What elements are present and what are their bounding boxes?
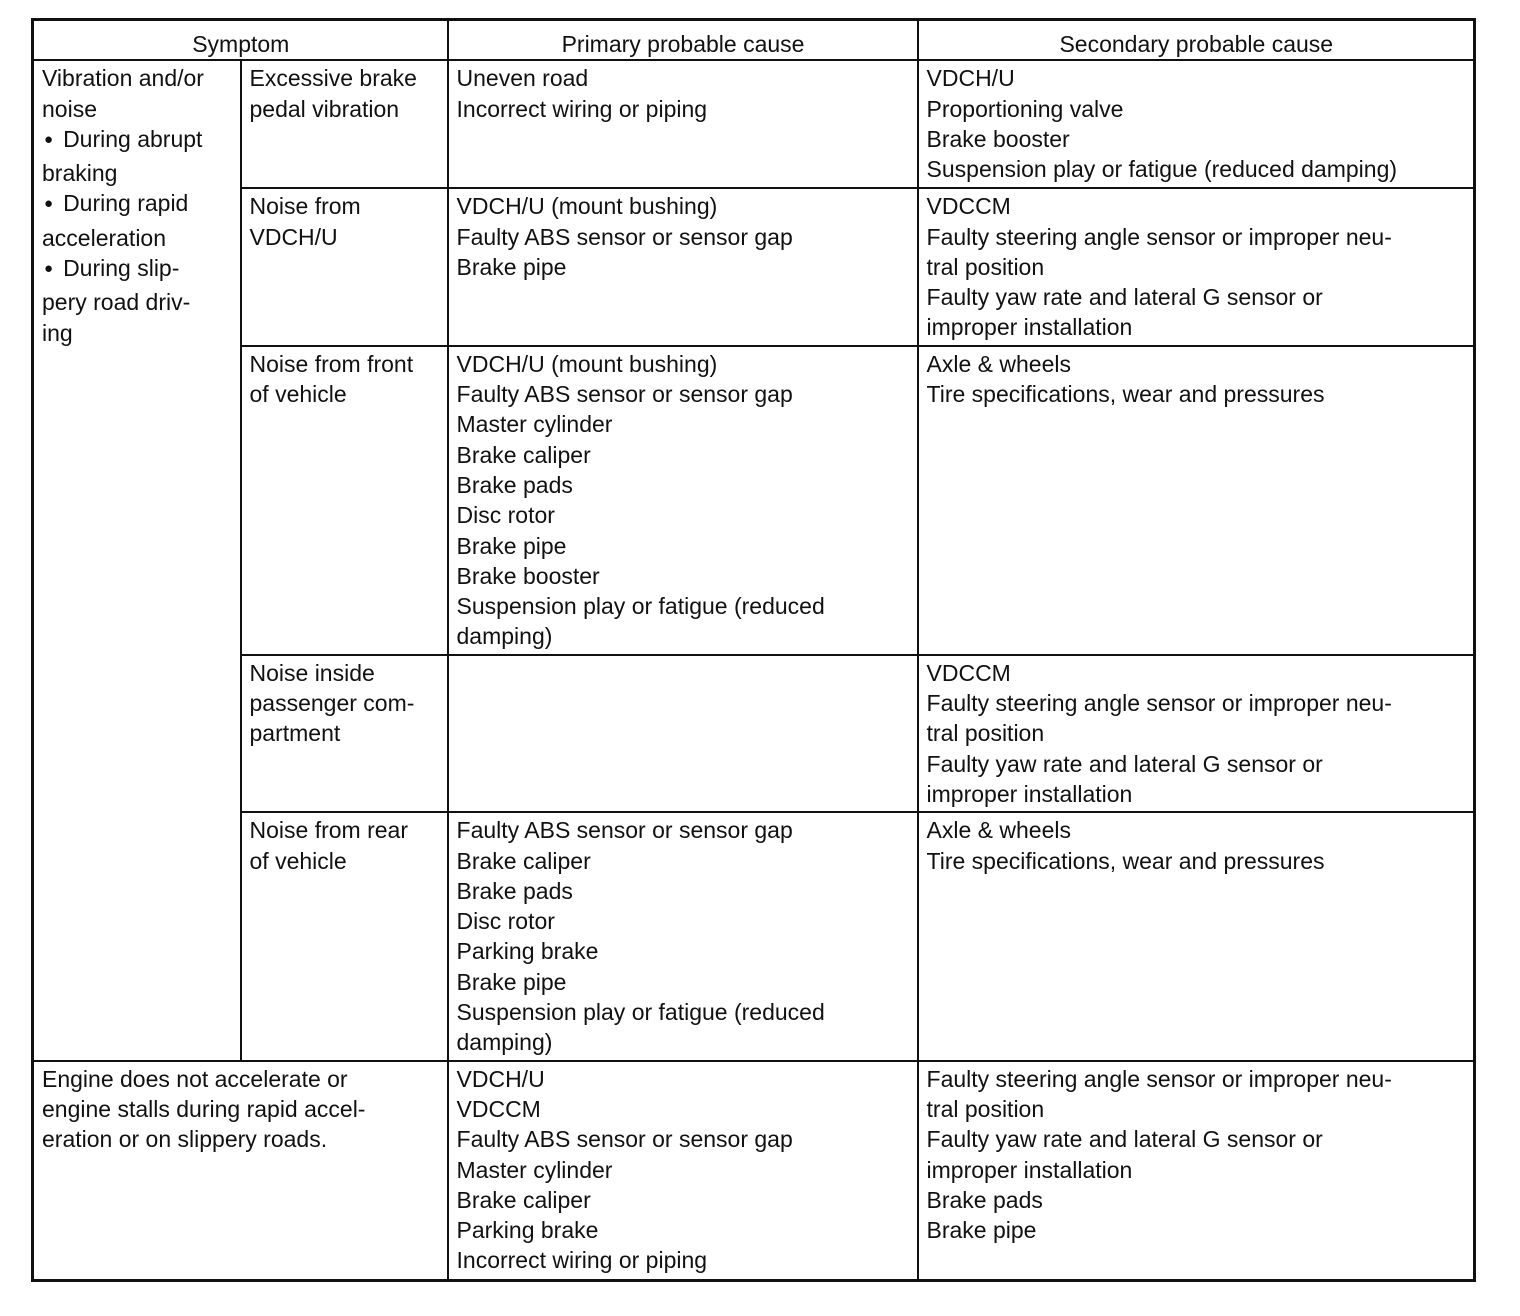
symptom-group-line: noise — [42, 95, 97, 122]
symptom-group-line: ing — [42, 319, 73, 346]
cell-line: Faulty yaw rate and lateral G sensor or — [926, 750, 1323, 777]
cell-line: VDCH/U (mount bushing) — [456, 350, 718, 377]
cell-line: damping) — [456, 1029, 553, 1056]
sub-symptom-cell — [241, 60, 448, 188]
table-row — [33, 655, 1475, 812]
symptom-group-line: acceleration — [42, 224, 167, 251]
primary-cause-cell — [448, 655, 918, 812]
cell-line: partment — [249, 720, 341, 747]
secondary-cause-cell — [918, 346, 1475, 655]
cell-line: improper installation — [926, 314, 1133, 341]
cell-line: Brake pipe — [456, 532, 567, 559]
cell-line: engine stalls during rapid accel- — [42, 1095, 366, 1122]
cell-line: Brake pipe — [456, 253, 567, 280]
cell-line: improper installation — [926, 780, 1133, 807]
bullet-icon — [42, 255, 63, 281]
cell-line: Brake pads — [926, 1186, 1043, 1213]
secondary-cause-cell — [918, 812, 1475, 1060]
cell-line: pedal vibration — [249, 95, 400, 122]
cell-line: Disc rotor — [456, 502, 555, 529]
sub-symptom-cell — [241, 346, 448, 655]
cell-line: Master cylinder — [456, 1156, 613, 1183]
cell-line: Brake caliper — [456, 1186, 591, 1213]
cell-line: eration or on slippery roads. — [42, 1126, 328, 1153]
cell-line: Engine does not accelerate or — [42, 1065, 348, 1092]
engine-symptom-cell — [33, 1061, 448, 1281]
secondary-cause-cell — [918, 188, 1475, 345]
cell-line: Brake booster — [926, 125, 1070, 152]
cell-line: Faulty steering angle sensor or improper neu- — [926, 690, 1392, 717]
cell-line: Uneven road — [456, 65, 589, 92]
primary-cause-cell — [448, 188, 918, 345]
cell-line: Faulty yaw rate and lateral G sensor or — [926, 284, 1323, 311]
symptom-group-line: ● During rapid — [42, 188, 233, 222]
secondary-cause-cell — [918, 655, 1475, 812]
cell-line: Brake caliper — [456, 441, 591, 468]
primary-cause-cell — [448, 812, 918, 1060]
sub-symptom-cell — [241, 812, 448, 1060]
cell-line: VDCCM — [926, 659, 1011, 686]
cell-line: passenger com- — [249, 690, 415, 717]
symptom-group-line: Vibration and/or — [42, 65, 204, 92]
cell-line: improper installation — [926, 1156, 1133, 1183]
cell-line: Parking brake — [456, 1217, 599, 1244]
header-primary-cause: Primary probable cause — [448, 20, 918, 61]
primary-cause-cell — [448, 1061, 918, 1281]
cell-line: Suspension play or fatigue (reduced — [456, 999, 825, 1026]
cell-line: Excessive brake — [249, 65, 417, 92]
sub-symptom-cell — [241, 655, 448, 812]
cell-line: of vehicle — [249, 381, 347, 408]
symptom-group-line: braking — [42, 160, 118, 187]
cell-line: Incorrect wiring or piping — [456, 1247, 708, 1274]
header-symptom: Symptom — [33, 20, 448, 61]
cell-line: tral position — [926, 253, 1045, 280]
cell-line: Disc rotor — [456, 908, 555, 935]
cell-line: Incorrect wiring or piping — [456, 95, 708, 122]
cell-line: Faulty steering angle sensor or improper neu- — [926, 223, 1392, 250]
cell-line: Axle & wheels — [926, 817, 1071, 844]
cell-line: Master cylinder — [456, 411, 613, 438]
cell-line: VDCH/U — [926, 65, 1015, 92]
bullet-icon — [42, 190, 63, 216]
cell-line: damping) — [456, 623, 553, 650]
cell-line: Faulty ABS sensor or sensor gap — [456, 1126, 793, 1153]
cell-line: VDCH/U — [456, 1065, 545, 1092]
cell-line: tral position — [926, 1095, 1045, 1122]
table-row — [33, 188, 1475, 345]
symptom-group-cell — [33, 60, 241, 1060]
cell-line: Faulty ABS sensor or sensor gap — [456, 381, 793, 408]
symptom-group-line: ● During abrupt — [42, 124, 233, 158]
table-row — [33, 1061, 1475, 1281]
sub-symptom-cell — [241, 188, 448, 345]
cell-line: Tire specifications, wear and pressures — [926, 847, 1325, 874]
symptom-group-line: pery road driv- — [42, 289, 191, 316]
primary-cause-cell — [448, 346, 918, 655]
troubleshooting-table — [31, 18, 1476, 1282]
symptom-group-line: ● During slip- — [42, 253, 233, 287]
cell-line: Proportioning valve — [926, 95, 1124, 122]
cell-line: VDCCM — [926, 193, 1011, 220]
cell-line: tral position — [926, 720, 1045, 747]
table-row — [33, 812, 1475, 1060]
cell-line: Noise inside — [249, 659, 375, 686]
cell-line: VDCCM — [456, 1095, 541, 1122]
cell-line: Noise from — [249, 193, 361, 220]
header-row — [33, 20, 1475, 61]
cell-line: Brake pads — [456, 471, 573, 498]
cell-line: Faulty ABS sensor or sensor gap — [456, 817, 793, 844]
cell-line: Brake pipe — [926, 1217, 1037, 1244]
table-row — [33, 60, 1475, 188]
cell-line: of vehicle — [249, 847, 347, 874]
cell-line: VDCH/U — [249, 223, 338, 250]
cell-line: Faulty yaw rate and lateral G sensor or — [926, 1126, 1323, 1153]
secondary-cause-cell — [918, 60, 1475, 188]
cell-line: Brake caliper — [456, 847, 591, 874]
primary-cause-cell — [448, 60, 918, 188]
table-row — [33, 346, 1475, 655]
cell-line: Parking brake — [456, 938, 599, 965]
cell-line: Suspension play or fatigue (reduced — [456, 593, 825, 620]
cell-line: Axle & wheels — [926, 350, 1071, 377]
header-secondary-cause: Secondary probable cause — [918, 20, 1475, 61]
cell-line: VDCH/U (mount bushing) — [456, 193, 718, 220]
bullet-icon — [42, 126, 63, 152]
secondary-cause-cell — [918, 1061, 1475, 1281]
cell-line: Brake pipe — [456, 968, 567, 995]
cell-line: Brake booster — [456, 562, 600, 589]
cell-line: Tire specifications, wear and pressures — [926, 381, 1325, 408]
cell-line: Faulty steering angle sensor or improper neu- — [926, 1065, 1392, 1092]
cell-line: Noise from rear — [249, 817, 408, 844]
cell-line: Suspension play or fatigue (reduced damping) — [926, 156, 1398, 183]
cell-line: Faulty ABS sensor or sensor gap — [456, 223, 793, 250]
cell-line: Brake pads — [456, 877, 573, 904]
cell-line: Noise from front — [249, 350, 414, 377]
